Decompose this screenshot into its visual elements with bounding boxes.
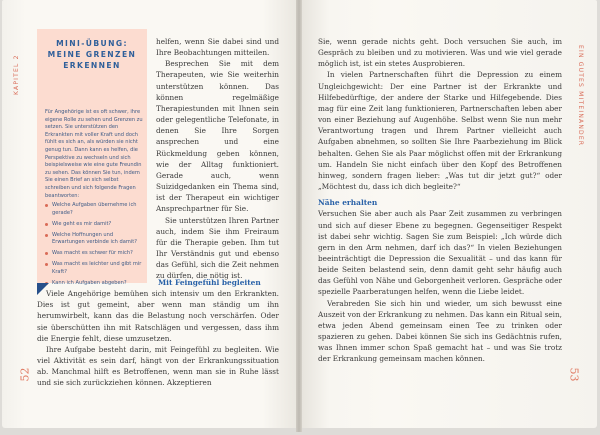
running-head-right: EIN GUTES MITEINANDER xyxy=(577,45,584,147)
exercise-question: Welche Aufgaben übernehme ich gerade? xyxy=(45,202,143,217)
exercise-question: Was macht es schwer für mich? xyxy=(45,250,143,258)
left-page-bottom-text xyxy=(37,277,279,389)
body-paragraph: Sie unterstützen Ihren Partner auch, indem Sie ihm Freiraum für die Therapie geben. Ihm tut Ihr Verständnis gut und ebenso das Gefühl, sich die Zeit nehmen zu dürfen, die nötig ist. xyxy=(156,215,279,281)
body-paragraph: Versuchen Sie aber auch als Paar Zeit zusammen zu verbringen und sich auf dieser Ebene zu begegnen. Gegenseitiger Respekt ist dabei sehr wichtig. Sagen Sie zum Beispiel: „Ich würde dich gern in den Arm nehmen, darf ich das?“ In vielen Beziehungen beeinträchtigt die Depression die Sexualität – und das kann für beide Seiten belastend sein, denn damit geht sehr häufig auch das Gefühl von Nähe und Geborgenheit verloren. Gespräche oder spezielle Paarberatungen helfen, wenn die Liebe leidet. xyxy=(318,209,562,297)
exercise-question-list xyxy=(45,202,143,287)
exercise-question: Was macht es leichter und gibt mir Kraft? xyxy=(45,261,143,276)
exercise-box-title: MINI-ÜBUNG: MEINE GRENZEN ERKENNEN xyxy=(47,39,137,70)
running-head-left: KAPITEL 2 xyxy=(13,54,20,95)
exercise-box-intro: Für Angehörige ist es oft schwer, ihre eigene Rolle zu sehen und Grenzen zu setzen. Sie unterstützen den Erkrankten mit voller Kraft und doch fühlt es sich an, als würden sie nicht genug tun. Dann kann es helfen, die Perspektive zu wechseln und sich beispielsweise wie eine gute Freundin zu sehen. Das können Sie tun, indem Sie einen Brief an sich selbst schreiben und sich folgende Fragen beantworten: xyxy=(45,109,143,199)
exercise-question: Welche Hoffnungen und Erwartungen verbinde ich damit? xyxy=(45,232,143,247)
left-page-column xyxy=(156,36,279,281)
page-number-left: 52 xyxy=(18,367,32,382)
exercise-box-body xyxy=(45,109,143,291)
body-paragraph: Sie, wenn gerade nichts geht. Doch versuchen Sie auch, im Gespräch zu bleiben und zu motivieren. Was und wie viel gerade möglich ist, ist ein stetes Ausprobieren. xyxy=(318,37,562,69)
body-paragraph: Ihre Aufgabe besteht darin, mit Feingefühl zu begleiten. Wie viel Aktivität es sein darf, hängt von der Erkrankungssituation ab. Manchmal hilft es Betroffenen, wenn man sie in Ruhe lässt und sie sich zurückziehen können. Akzeptieren xyxy=(37,344,279,388)
body-paragraph: helfen, wenn Sie dabei sind und Ihre Beobachtungen mitteilen. xyxy=(156,37,279,58)
page-number-right: 53 xyxy=(567,367,581,382)
exercise-question: Kann ich Aufgaben abgeben? xyxy=(45,280,143,288)
body-paragraph: Viele Angehörige bemühen sich intensiv um den Erkrankten. Dies ist gut gemeint, aber wenn man ständig um ihn herumwirbelt, kann das die Belastung noch verschärfen. Oder sie überschütten ihn mit Ratschlägen und vergessen, dass ihm die Energie fehlt, diese umzusetzen. xyxy=(37,289,279,343)
body-paragraph: In vielen Partnerschaften führt die Depression zu einem Ungleichgewicht: Der eine Partner ist der Erkrankte und Hilfebedürftige, der andere der Starke und Hilfegebende. Dies mag für eine Zeit lang funktionieren, Partnerschaften leben aber von einer Beziehung auf Augenhöhe. Selbst wenn Sie nun mehr Verantwortung tragen und Ihrem Partner vielleicht auch Aufgaben abnehmen, so sollten Sie Ihre Paarbeziehung im Blick behalten. Gehen Sie als Paar möglichst offen mit der Erkrankung um. Handeln Sie nicht einfach über den Kopf des Betroffenen hinweg, sondern fragen lieber: „Was tut dir jetzt gut?“ oder „Möchtest du, dass ich dich begleite?“ xyxy=(318,70,562,192)
body-paragraph: Verabreden Sie sich hin und wieder, um sich bewusst eine Auszeit von der Erkrankung zu nehmen. Das kann ein Ritual sein, etwa jeden Abend gemeinsam einen Tee zu trinken oder spazieren zu gehen. Dabei können Sie sich ins Gedächtnis rufen, was Ihnen immer schon Spaß gemacht hat – und was Sie trotz der Erkrankung gemeinsam machen können. xyxy=(318,298,562,364)
exercise-question: Wie geht es mir damit? xyxy=(45,221,143,229)
body-paragraph: Besprechen Sie mit dem Therapeuten, wie Sie weiterhin unterstützen können. Das können regelmäßige Therapiestunden mit Ihnen sein oder gelegentliche Telefonate, in denen Sie Ihre Sorgen ansprechen und eine Rückmeldung geben können, wie der Alltag funktioniert. Gerade auch, wenn Suizidgedanken ein Thema sind, ist der Therapeut ein wichtiger Ansprechpartner für Sie. xyxy=(156,59,279,214)
section-heading-naehe: Nähe erhalten xyxy=(318,198,378,208)
exercise-box xyxy=(37,29,147,286)
section-heading-feingefuehl: Mit Feingefühl begleiten xyxy=(158,278,261,287)
book-gutter xyxy=(296,0,302,432)
right-page-text xyxy=(318,36,562,365)
